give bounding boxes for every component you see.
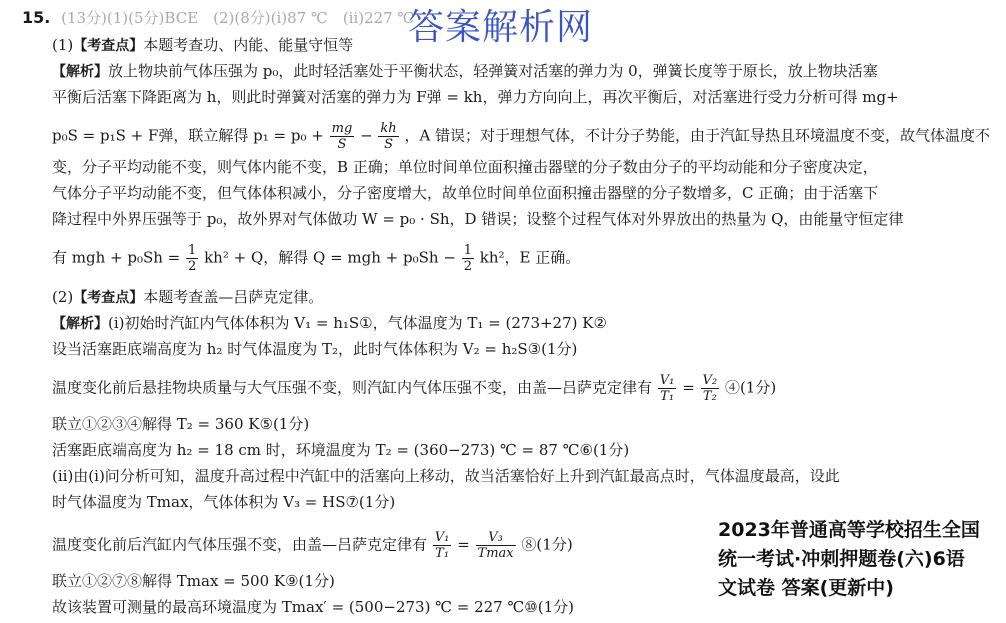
score-summary: (13分)(1)(5分)BCE (2)(8分)(ⅰ)87 ℃ (ⅱ)227 ℃: [61, 9, 415, 27]
part1-line6: 降过程中外界压强等于 p₀，故外界对气体做功 W = p₀ · Sh，D 错误；设整个过程气体对外界放出的热量为 Q，由能量守恒定律: [52, 210, 904, 228]
num: mg: [331, 121, 353, 136]
den: S: [330, 136, 355, 152]
part2-line9: 联立①②⑦⑧解得 Tmax = 500 K⑨(1分): [52, 572, 335, 590]
equals-sign: =: [457, 535, 470, 554]
part1-line1: [52, 61, 878, 82]
text: p₀S = p₁S + F弹，联立解得 p₁ = p₀ +: [52, 126, 324, 145]
kaochadian-tag: 【考查点】: [73, 38, 144, 54]
num: V₃: [488, 530, 503, 545]
text: 有 mgh + p₀Sh =: [52, 248, 181, 267]
part2-line10: 故该装置可测量的最高环境温度为 Tmax′ = (500−273) ℃ = 227 ℃⑩(1分): [52, 598, 574, 616]
section-number: (1): [52, 36, 74, 54]
den: 2: [463, 259, 472, 274]
kaochadian-tag: 【考查点】: [73, 290, 144, 306]
fraction-kh-s: [378, 121, 398, 152]
den: T₁: [433, 545, 452, 561]
fraction-mg-s: [330, 121, 355, 152]
part1-line5: 气体分子平均动能不变，但气体体积减小，分子密度增大，故单位时间单位面积撞击器壁的分子数增多，C 正确；由于活塞下: [52, 184, 879, 202]
den: T₁: [658, 388, 677, 404]
text: kh²，E 正确。: [479, 248, 581, 267]
part2-line1: [52, 313, 607, 334]
num: 1: [463, 243, 472, 258]
badge-line2: 统一考试·冲刺押题卷(六)6语: [718, 548, 965, 570]
part2-line8: [52, 530, 573, 561]
den: T₂: [701, 388, 720, 404]
fraction-half: [462, 243, 474, 274]
part1-line4: 变，分子平均动能不变，则气体内能不变，B 正确；单位时间单位面积撞击器壁的分子数由分子的平均动能和分子密度决定，: [52, 158, 878, 176]
part1-line3: [52, 121, 990, 152]
part2-line5: 活塞距底端高度为 h₂ = 18 cm 时，环境温度为 T₂ = (360−273) ℃ = 87 ℃⑥(1分): [52, 441, 630, 459]
text: kh² + Q，解得 Q = mgh + p₀Sh −: [204, 248, 456, 267]
part2-line7: 时气体温度为 Tmax，气体体积为 V₃ = HS⑦(1分): [52, 493, 396, 511]
fraction-v2-t2: [701, 373, 720, 404]
badge-line3: 文试卷 答案(更新中): [718, 577, 894, 599]
fraction-v1-t1: [658, 373, 677, 404]
text: ，A 错误；对于理想气体，不计分子势能，由于汽缸导热且环境温度不变，故气体温度不: [404, 126, 991, 145]
text: (ⅰ)初始时汽缸内气体体积为 V₁ = h₁S①，气体温度为 T₁ = (273+27) K②: [108, 314, 607, 332]
part2-line2: 设当活塞距底端高度为 h₂ 时气体温度为 T₂，此时气体体积为 V₂ = h₂S③(1分): [52, 340, 578, 358]
kaochadian-text: 本题考查盖—吕萨克定律。: [143, 288, 324, 306]
num: 1: [188, 243, 197, 258]
part1-line7: [52, 243, 580, 274]
text: ④(1分): [724, 378, 777, 397]
text: 温度变化前后悬挂物块质量与大气压强不变，则汽缸内气体压强不变，由盖—吕萨克定律有: [52, 378, 653, 397]
text: 温度变化前后汽缸内气体压强不变，由盖—吕萨克定律有: [52, 535, 428, 554]
part2-line4: 联立①②③④解得 T₂ = 360 K⑤(1分): [52, 415, 310, 433]
kaochadian-text: 本题考查功、内能、能量守恒等: [143, 36, 354, 54]
num: kh: [380, 121, 397, 136]
text: 放上物块前气体压强为 p₀，此时轻活塞处于平衡状态，轻弹簧对活塞的弹力为 0，弹簧长度等于原长，放上物块活塞: [108, 62, 878, 80]
fraction-v3-tmax: [476, 530, 516, 561]
num: V₂: [702, 373, 718, 388]
watermark-logo: 答案解析网: [408, 7, 594, 48]
part1-kaochadian: [52, 35, 353, 56]
den: 2: [188, 259, 197, 274]
minus-sign: −: [360, 126, 373, 145]
exam-title-badge: [718, 516, 1000, 603]
text: ⑧(1分): [521, 535, 573, 554]
part2-line3: [52, 373, 776, 404]
equals-sign: =: [682, 378, 695, 397]
section-number: (2): [52, 288, 74, 306]
badge-line1: 2023年普通高等学校招生全国: [718, 519, 980, 541]
part2-line6: (ⅱ)由(ⅰ)问分析可知，温度升高过程中汽缸中的活塞向上移动，故当活塞恰好上升到汽缸最高点时，气体温度最高，设此: [52, 467, 840, 485]
question-header: [22, 8, 414, 28]
question-number: 15.: [22, 8, 51, 27]
part1-line2: 平衡后活塞下降距离为 h，则此时弹簧对活塞的弹力为 F弹 = kh，弹力方向向上，再次平衡后，对活塞进行受力分析可得 mg+: [52, 88, 899, 106]
num: V₁: [434, 530, 450, 545]
den: Tmax: [477, 546, 514, 561]
part2-kaochadian: [52, 287, 323, 308]
fraction-half: [186, 243, 198, 274]
num: V₁: [659, 373, 675, 388]
den: S: [378, 136, 398, 152]
jiexi-tag: 【解析】: [52, 64, 108, 80]
jiexi-tag: 【解析】: [52, 316, 108, 332]
fraction-v1-t1: [433, 530, 452, 561]
